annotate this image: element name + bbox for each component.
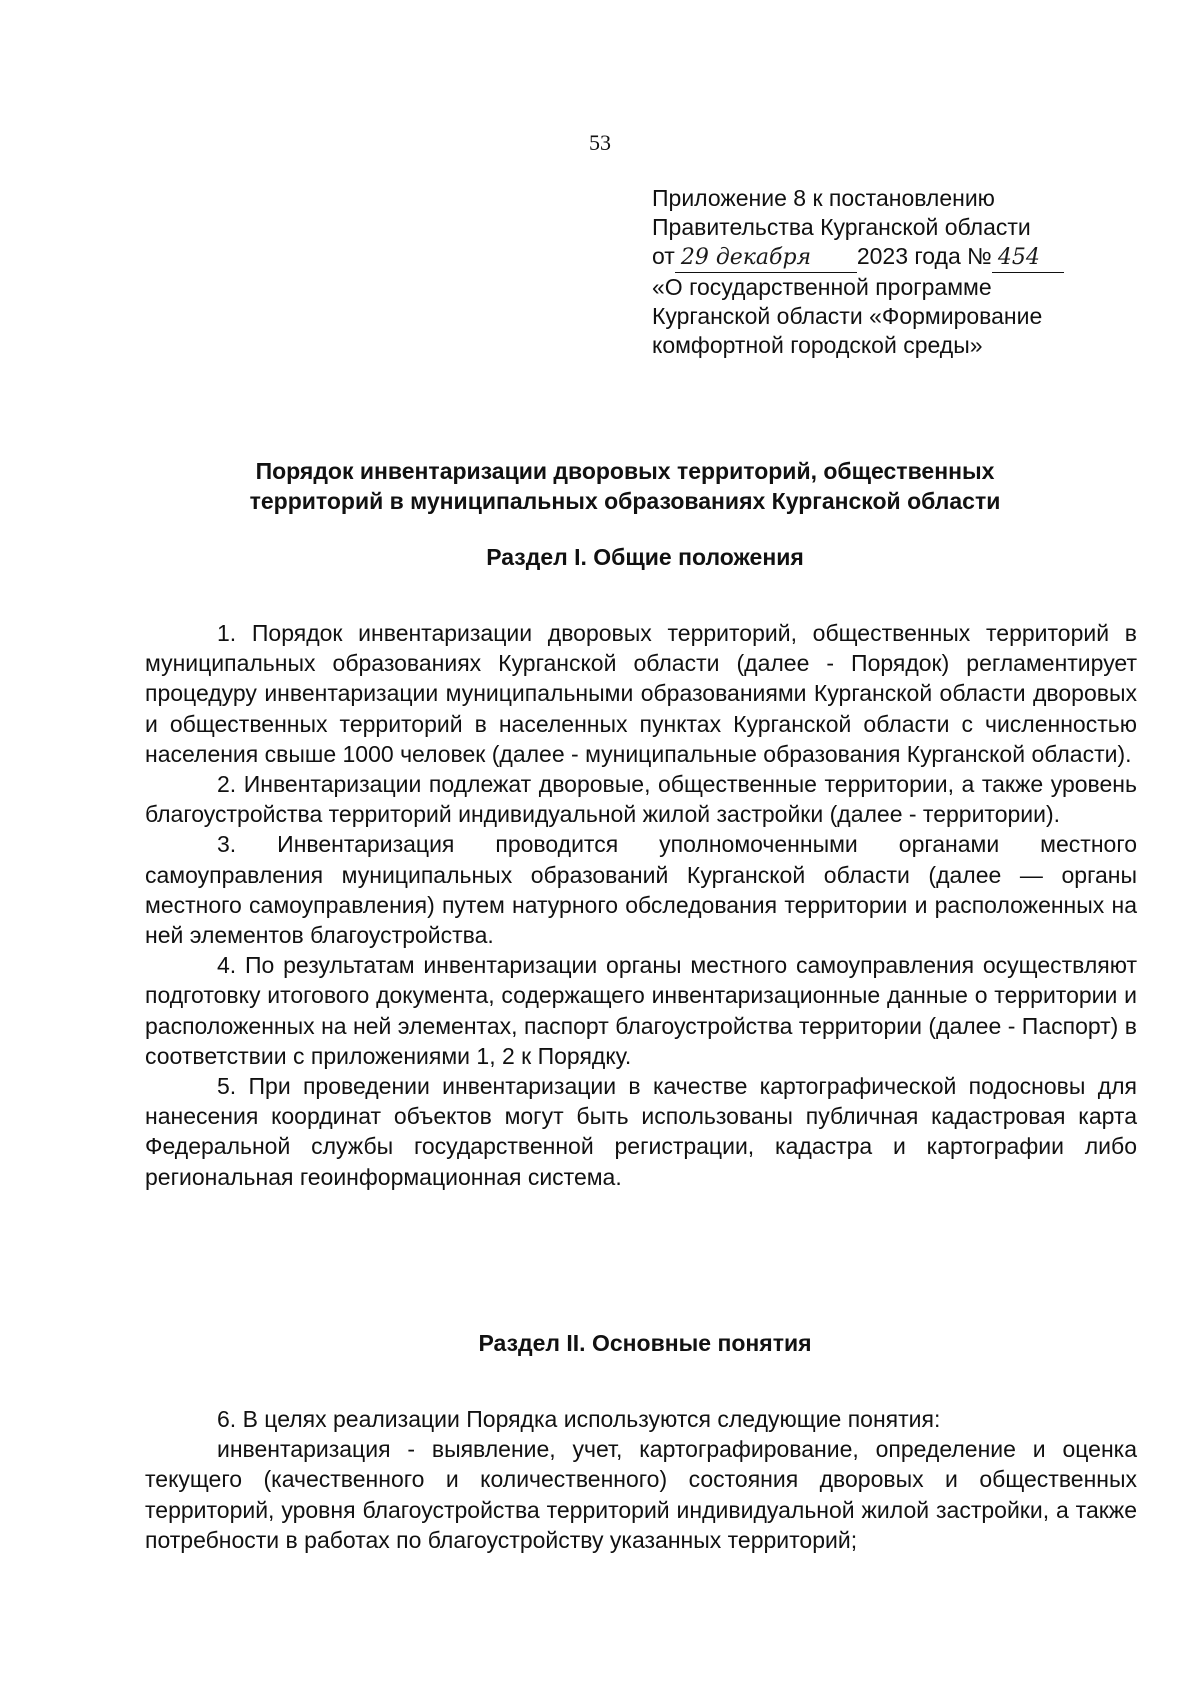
- paragraph-5: 5. При проведении инвентаризации в качестве картографической подосновы для нанесения координат объектов могут быть использованы публичная кадастровая карта Федеральной службы государственной регистрации, кадастра и картографии либо региональная геоинформационная система.: [145, 1073, 1137, 1190]
- definition-inventory: инвентаризация - выявление, учет, картографирование, определение и оценка текущего (качественного и количественного) состояния дворовых и общественных территорий, уровня благоустройства территорий индивидуальной жилой застройки, а также потребности в работах по благоустройству указанных территорий;: [145, 1436, 1137, 1553]
- page-number: 53: [589, 130, 611, 155]
- document-title-line-1: Порядок инвентаризации дворовых территорий, общественных: [255, 458, 995, 484]
- appendix-line-5: Курганской области «Формирование: [652, 303, 1043, 329]
- paragraph-4: 4. По результатам инвентаризации органы местного самоуправления осуществляют подготовку итогового документа, содержащего инвентаризационные данные о территории и расположенных на ней элементах, паспорт благоустройства территории (далее - Паспорт) в соответствии с приложениями 1, 2 к Порядку.: [145, 952, 1137, 1069]
- appendix-year: 2023 года №: [856, 243, 992, 269]
- paragraph-1: 1. Порядок инвентаризации дворовых территорий, общественных территорий в муниципальных образованиях Курганской области (далее - Порядок) регламентирует процедуру инвентаризации муниципальными образованиями Курганской области дворовых и общественных территорий в населенных пунктах Курганской области с численностью населения свыше 1000 человек (далее - муниципальные образования Курганской области).: [145, 620, 1137, 767]
- section-1-body: [145, 618, 1137, 1192]
- paragraph-6: 6. В целях реализации Порядка используются следующие понятия:: [217, 1406, 941, 1432]
- handwritten-date: 29 декабря: [675, 243, 857, 273]
- section-2-body: [145, 1404, 1137, 1555]
- appendix-date-prefix: от: [652, 243, 675, 269]
- document-title-line-2: территорий в муниципальных образованиях Курганской области: [249, 488, 1001, 514]
- appendix-line-3: [652, 242, 1132, 273]
- paragraph-3: 3. Инвентаризация проводится уполномоченными органами местного самоуправления муниципальных образований Курганской области (далее — органы местного самоуправления) путем натурного обследования территории и расположенных на ней элементов благоустройства.: [145, 831, 1137, 949]
- appendix-line-1: Приложение 8 к постановлению: [652, 185, 995, 211]
- section-2-heading: Раздел II. Основные понятия: [478, 1330, 812, 1356]
- handwritten-number: 454: [992, 243, 1064, 273]
- appendix-line-2: Правительства Курганской области: [652, 214, 1031, 240]
- section-1-heading: Раздел I. Общие положения: [486, 544, 804, 570]
- appendix-line-4: «О государственной программе: [652, 274, 992, 300]
- paragraph-2: 2. Инвентаризации подлежат дворовые, общественные территории, а также уровень благоустройства территорий индивидуальной жилой застройки (далее - территории).: [145, 771, 1137, 828]
- document-title: [150, 456, 1100, 516]
- appendix-block: [652, 184, 1132, 360]
- appendix-line-6: комфортной городской среды»: [652, 332, 983, 358]
